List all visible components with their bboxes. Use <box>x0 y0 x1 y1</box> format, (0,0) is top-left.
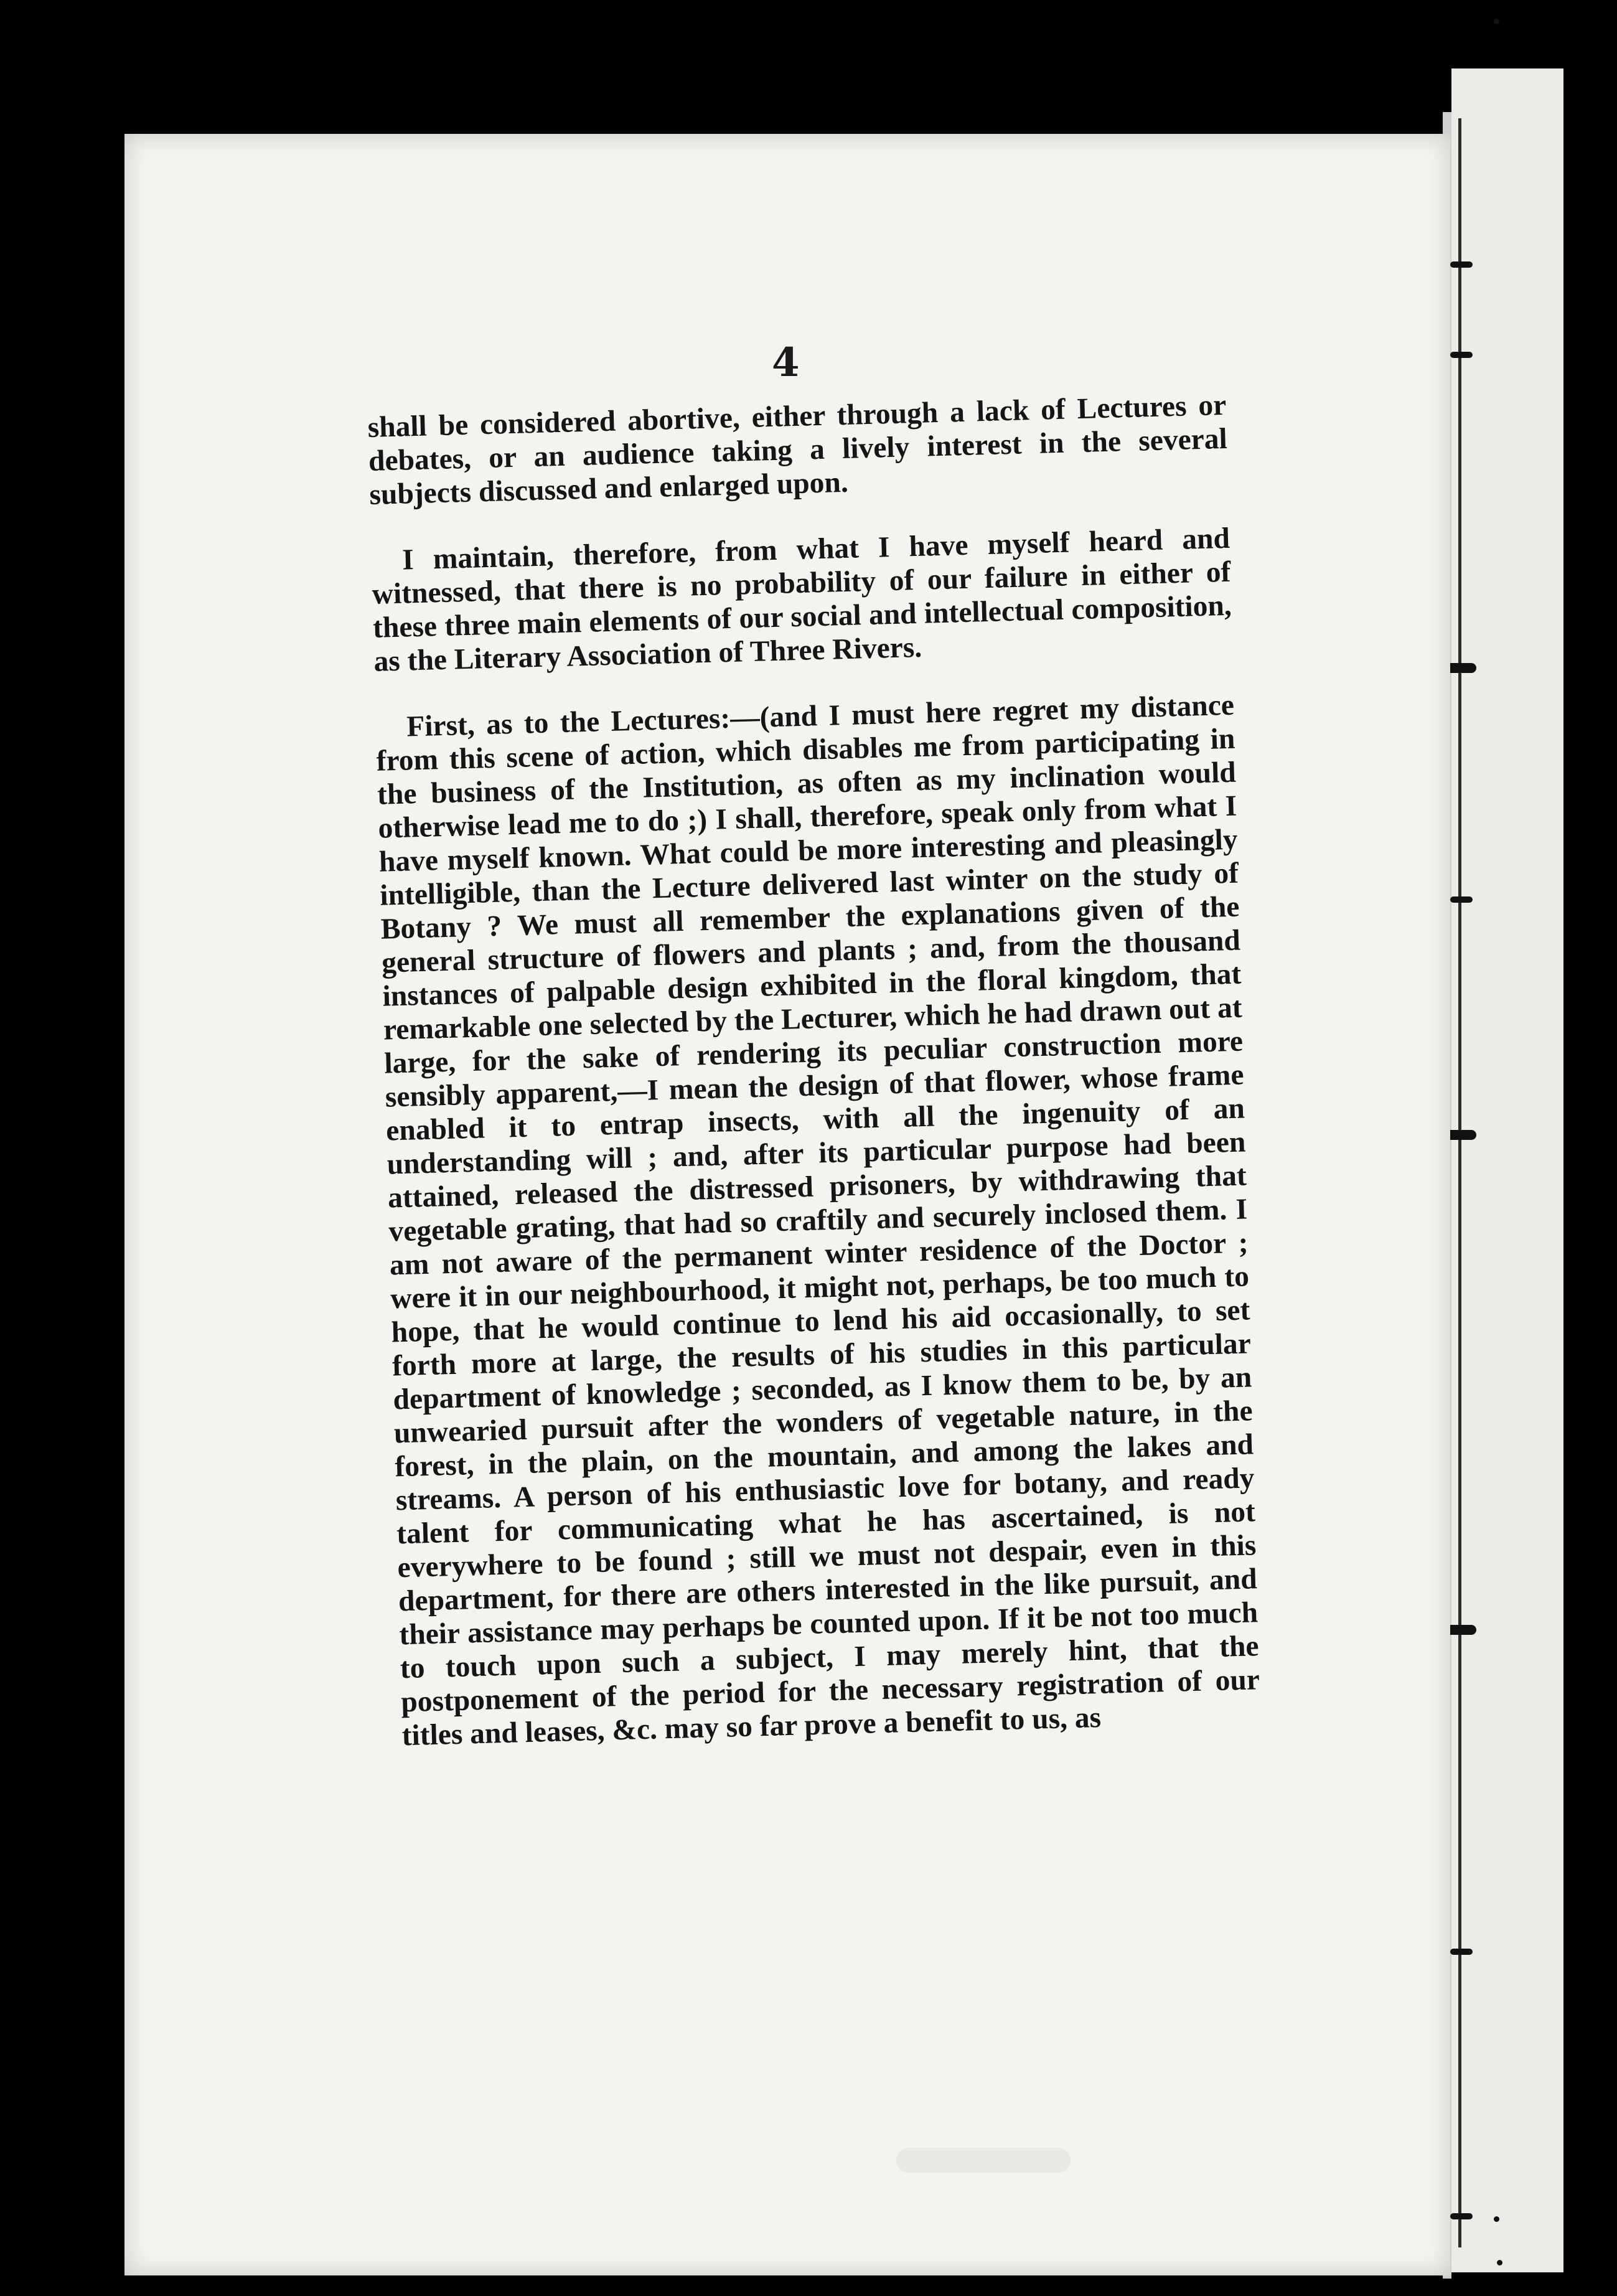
edge-mark <box>1450 2213 1473 2219</box>
scan-speck <box>1497 2260 1502 2265</box>
edge-mark <box>1450 896 1473 903</box>
page-number: 4 <box>772 339 800 386</box>
scan-speck <box>1494 19 1499 24</box>
scan-speck <box>1494 2216 1499 2222</box>
paragraph: I maintain, therefore, from what I have myself heard and witnessed, that there is no probability of our failure in either of these three main elements of our social and intellectual composition, as the Literary Association of Three Rivers. <box>372 522 1232 678</box>
facing-page-strip <box>1451 68 1563 2272</box>
edge-mark <box>1450 1949 1473 1955</box>
faint-library-stamp <box>896 2148 1071 2173</box>
edge-mark <box>1450 352 1473 358</box>
body-text <box>367 388 1262 1785</box>
paragraph: shall be considered abortive, either through a lack of Lectures or debates, or an audience taking a lively interest in the several subjects discussed and enlarged upon. <box>367 388 1228 511</box>
paragraph: First, as to the Lectures:—(and I must here regret my distance from this scene of action, which disables me from participating in the business of the Institution, as often as my inclination would otherwise lead me to do ;) I shall, therefore, speak only from what I have myself known. What could be more interesting and pleasingly intelligible, than the Lecture delivered last winter on the study of Botany ? We must all remember the explanations given of the general structure of flowers and plants ; and, from the thousand instances of palpable design exhibited in the floral kingdom, that remarkable one selected by the Lecturer, which he had drawn out at large, for the sake of rendering its peculiar construction more sensibly apparent,—I mean the design of that flower, whose frame enabled it to entrap insects, with all the ingenuity of an understanding will ; and, after its particular purpose had been attained, released the distressed prisoners, by withdrawing that vegetable grating, that had so craftily and securely inclosed them. I am not aware of the permanent winter residence of the Doctor ; were it in our neighbourhood, it might not, perhaps, be too much to hope, that he would continue to lend his aid occasionally, to set forth more at large, the results of his studies in this particular department of knowledge ; seconded, as I know them to be, by an unwearied pursuit after the wonders of vegetable nature, in the forest, in the plain, on the mountain, and among the lakes and streams. A person of his enthusiastic love for botany, and ready talent for communicating what he has ascertained, is not everywhere to be found ; still we must not despair, even in this department, for there are others interested in the like pursuit, and their assistance may perhaps be counted upon. If it be not too much to touch upon such a subject, I may merely hint, that the postponement of the period for the necessary registration of our titles and leases, &c. may so far prove a benefit to us, as <box>376 689 1260 1753</box>
page-edge-line <box>1458 118 1461 2247</box>
edge-mark <box>1450 261 1473 268</box>
